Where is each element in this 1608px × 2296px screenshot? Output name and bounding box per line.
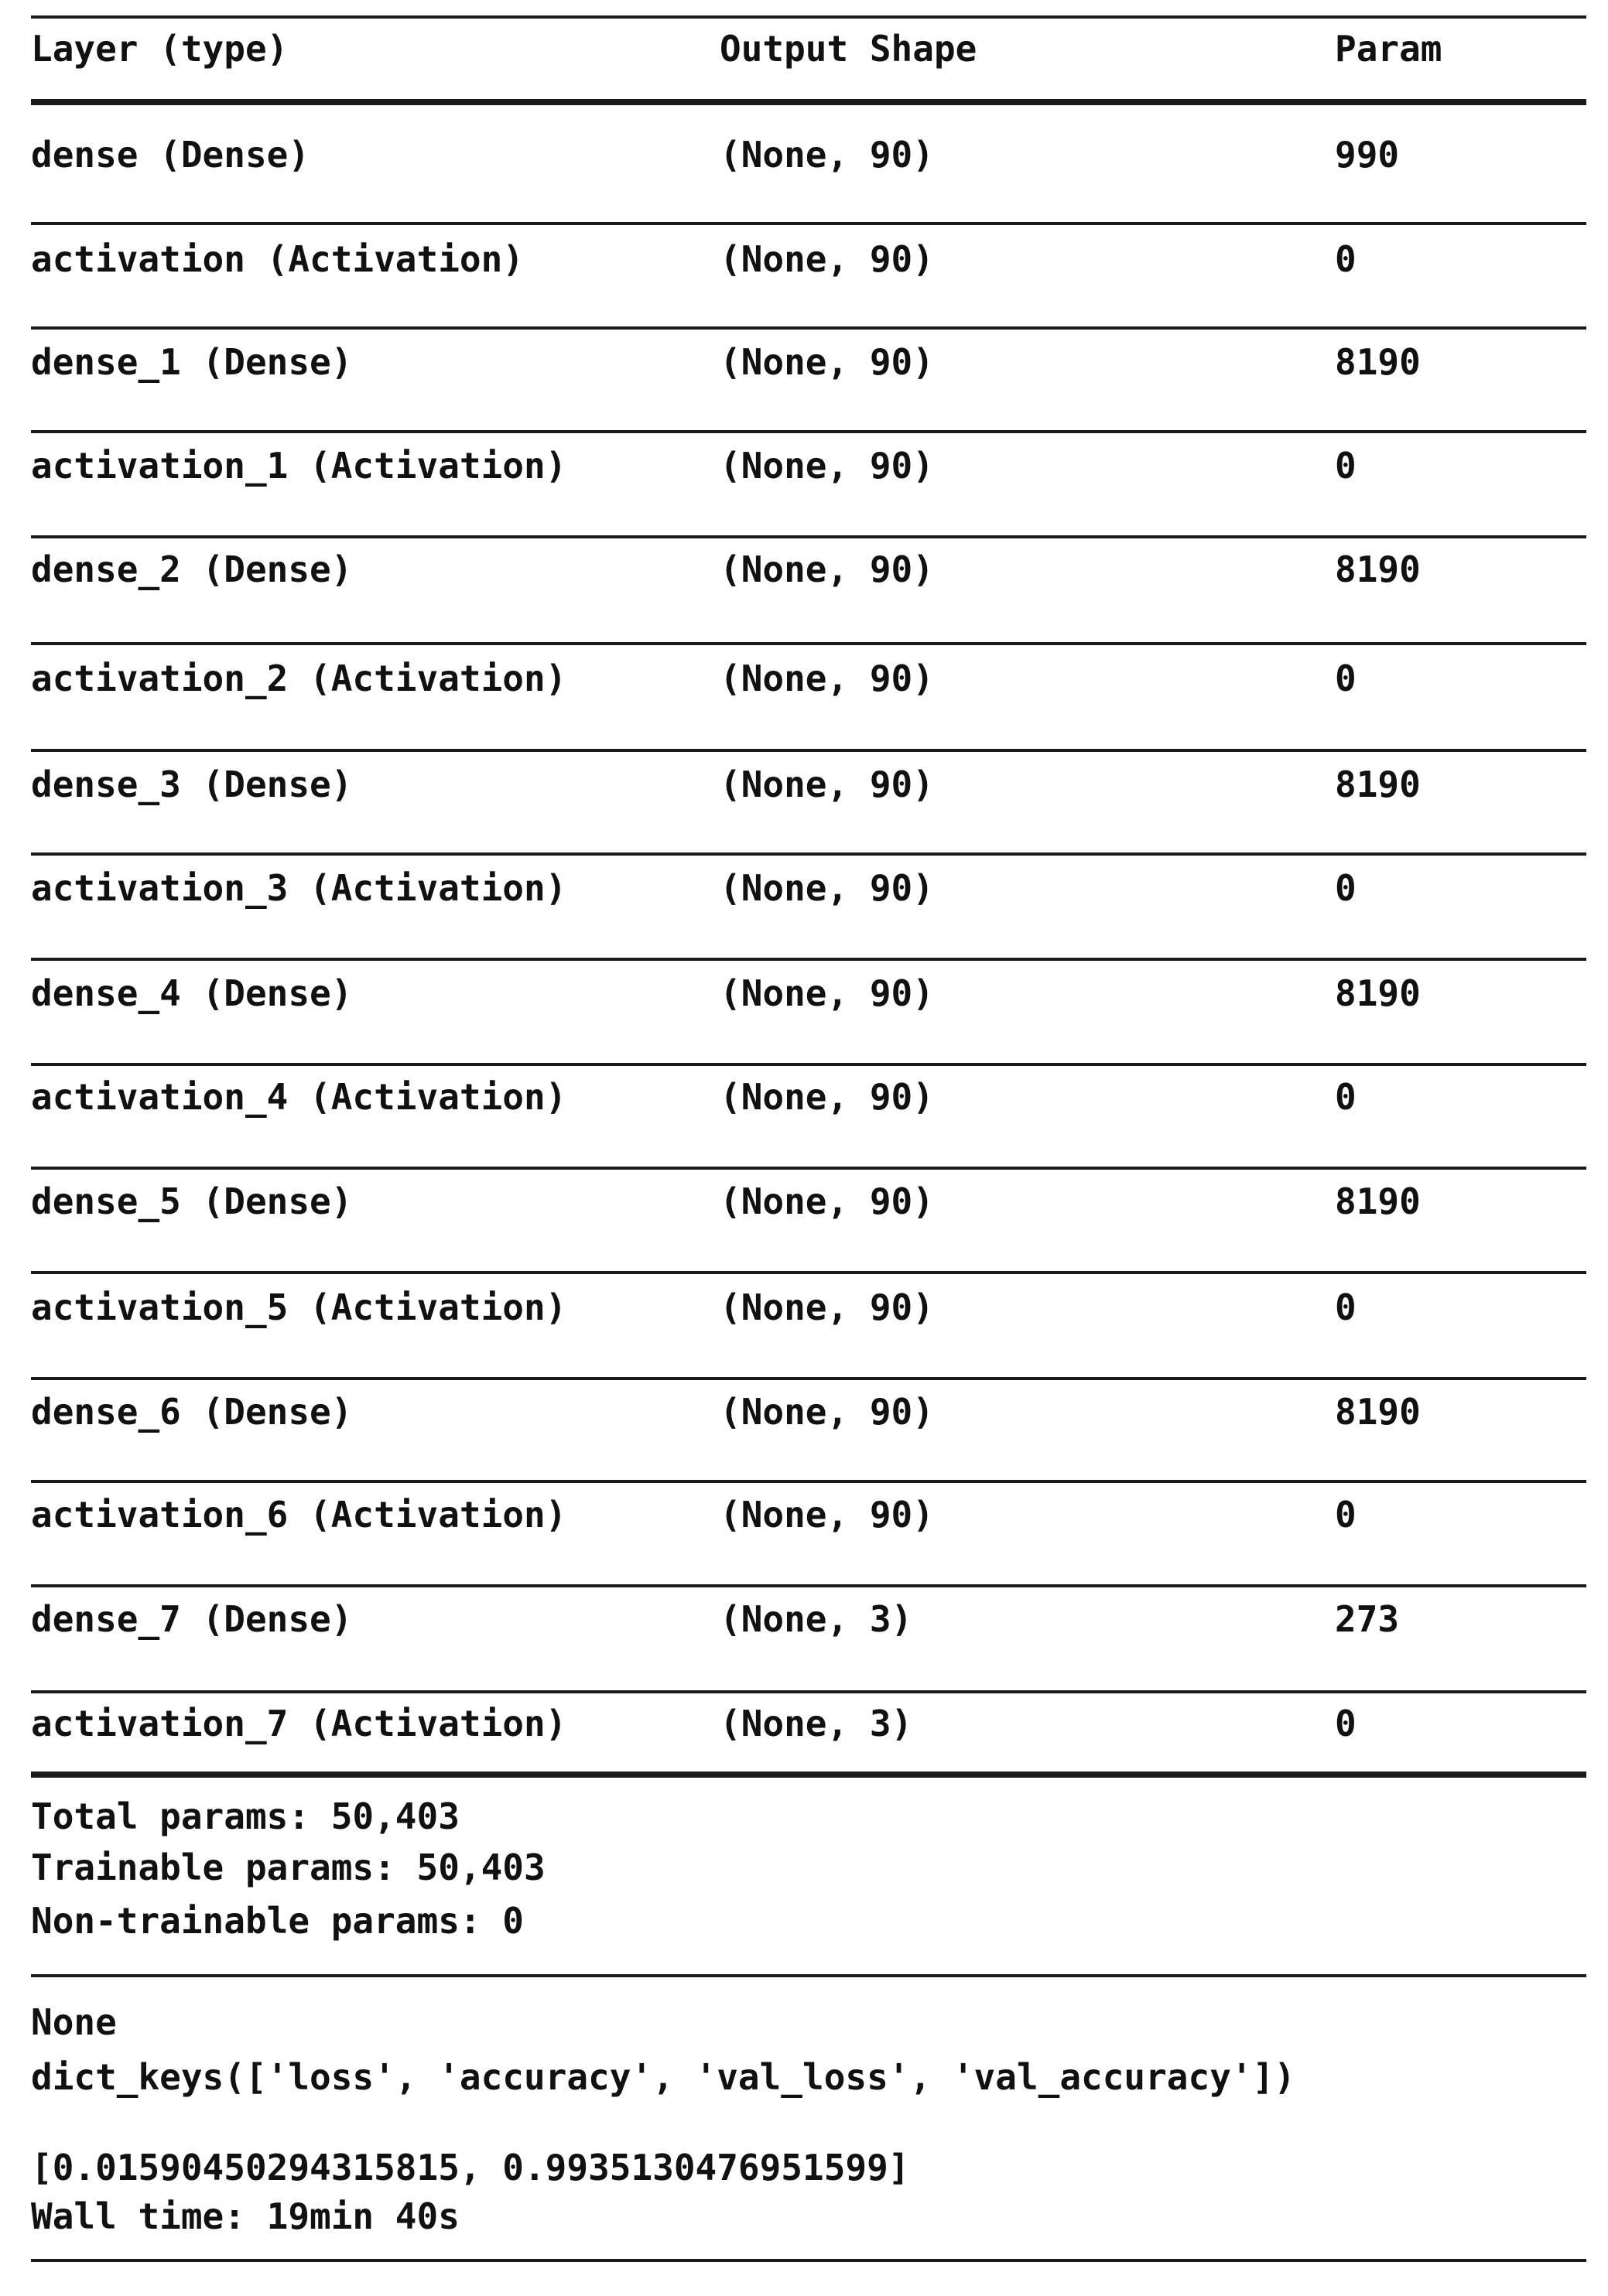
header-double-rule [31, 99, 1586, 105]
output-shape: (None, 90) [720, 134, 934, 176]
layer-name: dense_4 (Dense) [31, 972, 353, 1014]
row-rule [31, 1167, 1586, 1170]
table-row [31, 128, 1586, 182]
output-shape: (None, 90) [720, 658, 934, 699]
table-row [31, 966, 1586, 1020]
layer-name: activation_3 (Activation) [31, 867, 567, 909]
layer-name: activation_5 (Activation) [31, 1286, 567, 1328]
row-rule [31, 1480, 1586, 1483]
layer-name: activation (Activation) [31, 238, 524, 280]
none-output: None [31, 2001, 117, 2043]
output-shape: (None, 90) [720, 238, 934, 280]
output-shape: (None, 3) [720, 1598, 913, 1640]
table-row [31, 861, 1586, 915]
table-row [31, 1696, 1586, 1751]
table-row [31, 1280, 1586, 1334]
row-rule [31, 1690, 1586, 1693]
non-trainable-params: Non-trainable params: 0 [31, 1900, 524, 1942]
param-count: 0 [1335, 658, 1357, 699]
output-shape: (None, 90) [720, 1286, 934, 1328]
top-rule [31, 15, 1586, 19]
param-count: 0 [1335, 1076, 1357, 1118]
param-count: 8190 [1335, 1391, 1421, 1433]
trainable-params: Trainable params: 50,403 [31, 1847, 546, 1888]
table-row [31, 232, 1586, 286]
output-shape: (None, 90) [720, 341, 934, 383]
output-shape: (None, 90) [720, 1391, 934, 1433]
wall-time-output: Wall time: 19min 40s [31, 2195, 460, 2237]
history-keys-output: dict_keys(['loss', 'accuracy', 'val_loss', 'val_accuracy']) [31, 2056, 1295, 2098]
row-rule [31, 1584, 1586, 1587]
layer-name: dense_7 (Dense) [31, 1598, 353, 1640]
table-row [31, 1592, 1586, 1646]
param-count: 8190 [1335, 1180, 1421, 1222]
layer-name: activation_2 (Activation) [31, 658, 567, 699]
row-rule [31, 326, 1586, 330]
console-output [31, 0, 1586, 2296]
param-count: 0 [1335, 445, 1357, 487]
table-row [31, 335, 1586, 389]
param-count: 0 [1335, 1494, 1357, 1536]
total-params: Total params: 50,403 [31, 1795, 460, 1837]
summary-header-row [31, 22, 1586, 76]
output-shape: (None, 90) [720, 1494, 934, 1536]
header-layer: Layer (type) [31, 28, 289, 70]
param-count: 0 [1335, 867, 1357, 909]
output-shape: (None, 90) [720, 972, 934, 1014]
output-shape: (None, 90) [720, 445, 934, 487]
table-row [31, 542, 1586, 596]
layer-name: activation_4 (Activation) [31, 1076, 567, 1118]
output-shape: (None, 3) [720, 1703, 913, 1744]
row-rule [31, 1063, 1586, 1066]
output-shape: (None, 90) [720, 867, 934, 909]
row-rule [31, 535, 1586, 538]
param-count: 0 [1335, 1703, 1357, 1744]
header-output-shape: Output Shape [720, 28, 977, 70]
table-row [31, 1488, 1586, 1542]
output-shape: (None, 90) [720, 1076, 934, 1118]
output-bottom-rule [31, 2259, 1586, 2262]
output-shape: (None, 90) [720, 764, 934, 805]
param-count: 8190 [1335, 764, 1421, 805]
output-shape: (None, 90) [720, 1180, 934, 1222]
param-count: 273 [1335, 1598, 1400, 1640]
layer-name: activation_6 (Activation) [31, 1494, 567, 1536]
row-rule [31, 749, 1586, 752]
row-rule [31, 1377, 1586, 1380]
param-count: 8190 [1335, 548, 1421, 590]
output-shape: (None, 90) [720, 548, 934, 590]
evaluation-output: [0.01590450294315815, 0.9935130476951599] [31, 2147, 910, 2188]
layer-name: dense_3 (Dense) [31, 764, 353, 805]
row-rule [31, 642, 1586, 645]
param-count: 0 [1335, 238, 1357, 280]
row-rule [31, 852, 1586, 856]
table-row [31, 439, 1586, 493]
table-row [31, 757, 1586, 811]
param-count: 0 [1335, 1286, 1357, 1328]
table-row [31, 651, 1586, 706]
layer-name: dense_2 (Dense) [31, 548, 353, 590]
param-count: 8190 [1335, 341, 1421, 383]
layer-name: activation_1 (Activation) [31, 445, 567, 487]
row-rule [31, 222, 1586, 225]
table-row [31, 1174, 1586, 1228]
table-row [31, 1070, 1586, 1124]
row-rule [31, 1271, 1586, 1274]
summary-double-rule [31, 1772, 1586, 1778]
row-rule [31, 958, 1586, 961]
layer-name: activation_7 (Activation) [31, 1703, 567, 1744]
table-row [31, 1385, 1586, 1439]
layer-name: dense_5 (Dense) [31, 1180, 353, 1222]
summary-bottom-rule [31, 1974, 1586, 1977]
row-rule [31, 430, 1586, 433]
param-count: 990 [1335, 134, 1400, 176]
layer-name: dense (Dense) [31, 134, 310, 176]
param-count: 8190 [1335, 972, 1421, 1014]
layer-name: dense_1 (Dense) [31, 341, 353, 383]
layer-name: dense_6 (Dense) [31, 1391, 353, 1433]
header-param: Param [1335, 28, 1442, 70]
